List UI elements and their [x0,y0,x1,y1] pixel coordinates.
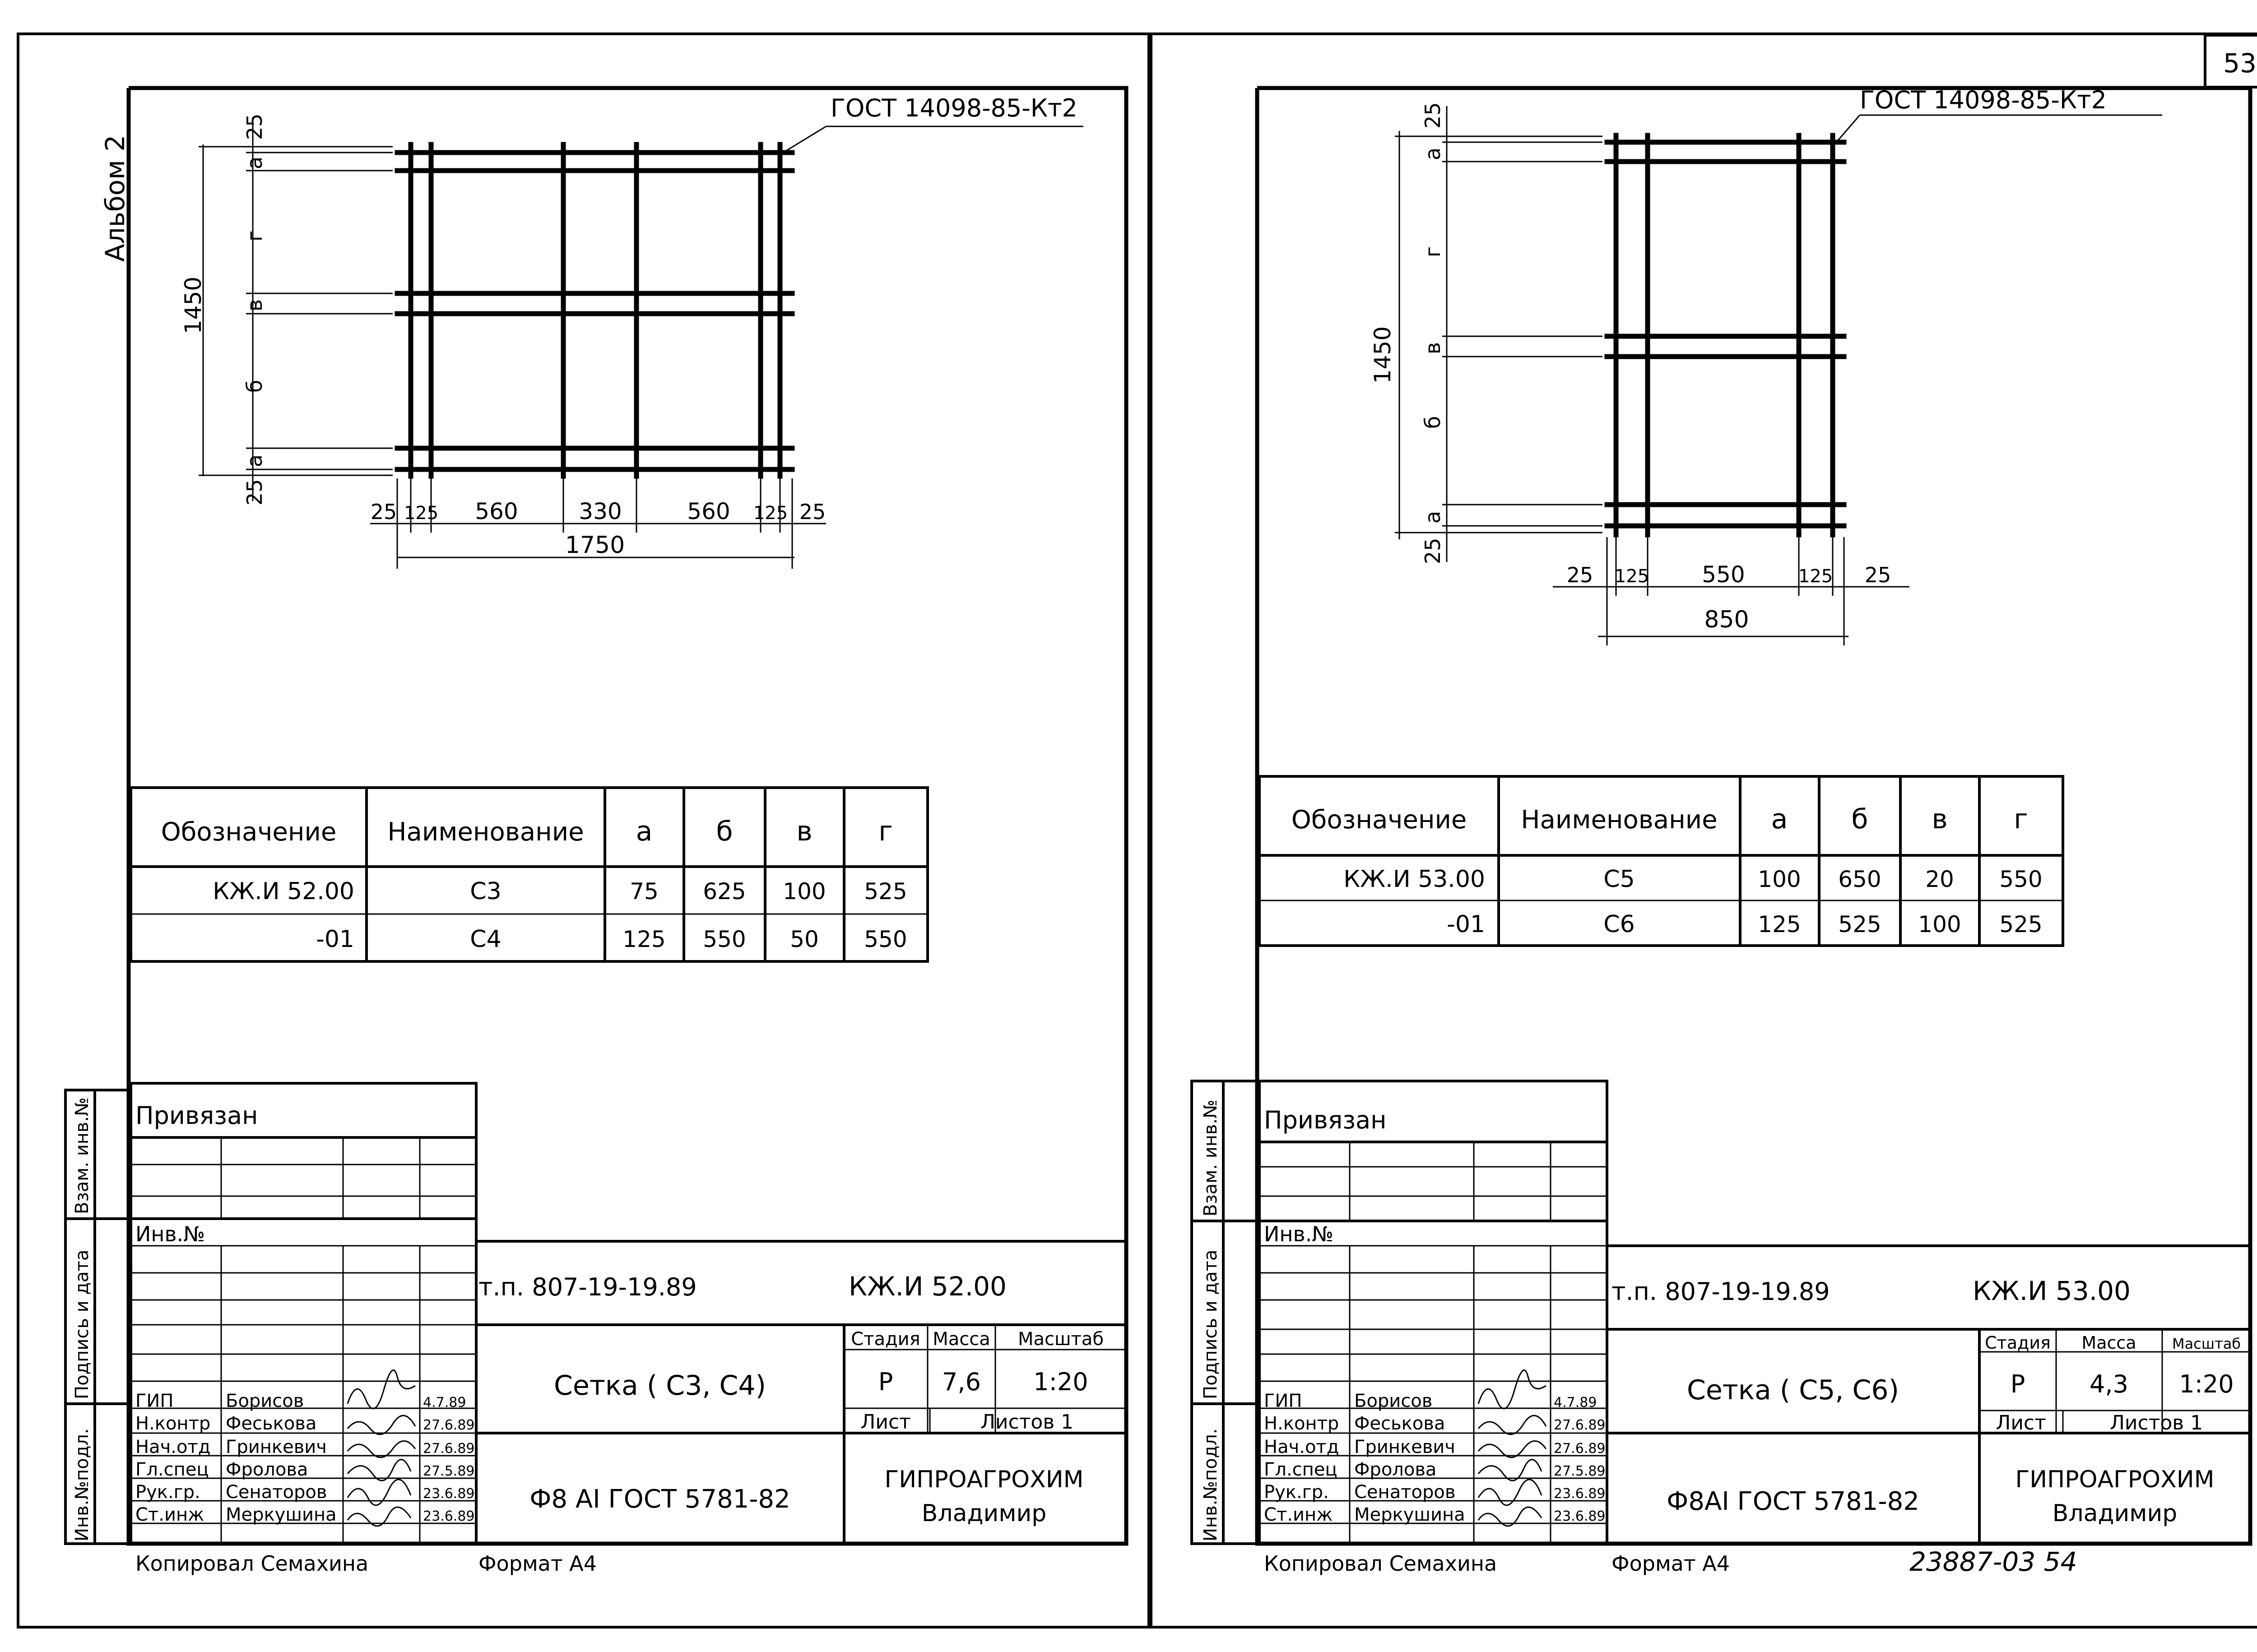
right-row-g: г [1421,246,1445,257]
left-height-total: 1450 [180,276,206,334]
right-r1-oboz: -01 [1447,911,1485,938]
left-name-3: Фролова [226,1459,308,1480]
left-scale-label: Масштаб [1017,1329,1104,1350]
right-side-podpis: Подпись и дата [1200,1249,1221,1399]
left-mesh [397,144,792,476]
right-mass-label: Масса [2081,1333,2136,1353]
left-role-1: Н.контр [135,1413,211,1434]
left-name-1: Феськова [226,1413,317,1434]
left-th-oboz: Обозначение [161,817,337,847]
right-sheet-label: Лист [1996,1411,2046,1434]
left-r1-naim: С4 [470,926,502,953]
left-callout-leader [785,126,826,151]
right-r0-g: 550 [1999,866,2043,892]
left-mass-label: Масса [933,1329,990,1350]
left-stage-label: Стадия [851,1329,920,1350]
right-dim-bottom: 25 [1421,538,1445,564]
left-role-3: Гл.спец [135,1459,209,1480]
left-side-podpis: Подпись и дата [72,1249,93,1399]
left-role-0: ГИП [135,1391,174,1411]
left-row-a2: а [242,454,267,467]
left-r1-b: 550 [703,926,746,952]
left-wdim-1: 125 [404,503,439,524]
left-r1-g: 550 [864,926,907,952]
right-doc-code: КЖ.И 53.00 [1973,1276,2131,1306]
right-date-2: 27.6.89 [1554,1441,1606,1457]
right-side-inv-podl: Инв.№подл. [1200,1428,1221,1541]
right-wdim-4: 25 [1864,563,1891,587]
right-scale: 1:20 [2179,1370,2234,1398]
right-callout-leader [1837,115,1860,141]
right-row-b: б [1421,416,1445,429]
left-project-code: т.п. 807-19-19.89 [478,1273,697,1301]
right-r0-a: 100 [1758,866,1801,892]
right-r1-a: 125 [1758,911,1801,937]
left-sheet-label: Лист [860,1411,911,1434]
left-date-1: 27.6.89 [423,1417,475,1433]
left-row-v: в [242,299,267,311]
right-th-a: а [1771,803,1788,835]
right-th-v: в [1932,803,1948,835]
right-role-4: Рук.гр. [1264,1482,1329,1503]
right-wdim-0: 25 [1566,563,1593,587]
left-row-a1: а [242,156,267,169]
left-org-1: ГИПРОАГРОХИМ [884,1466,1084,1493]
right-name-5: Меркушина [1354,1504,1465,1525]
left-wdim-6: 25 [799,500,826,524]
left-gost-callout: ГОСТ 14098-85-Кт2 [831,94,1077,122]
left-name-5: Меркушина [226,1504,337,1525]
left-scale: 1:20 [1033,1368,1088,1396]
right-stage-label: Стадия [1985,1333,2051,1353]
right-row-v: в [1421,342,1445,354]
right-privyazan: Привязан [1264,1106,1387,1134]
right-th-g: г [2014,803,2028,835]
left-r1-a: 125 [622,926,666,952]
right-name-4: Сенаторов [1354,1482,1456,1503]
right-r1-naim: С6 [1603,911,1635,938]
right-date-5: 23.6.89 [1554,1508,1606,1524]
left-date-5: 23.6.89 [423,1508,475,1524]
right-height-total: 1450 [1370,326,1396,384]
right-r0-b: 650 [1838,866,1881,892]
left-th-v: в [796,816,813,847]
album-label: Альбом 2 [100,135,130,262]
right-r1-v: 100 [1918,911,1961,937]
left-name-2: Гринкевич [226,1437,327,1457]
left-role-4: Рук.гр. [135,1482,200,1503]
left-title: Сетка ( С3, С4) [553,1370,766,1401]
left-r0-b: 625 [703,878,746,905]
left-row-g: г [242,230,267,241]
left-stage: Р [878,1368,893,1396]
right-title: Сетка ( С5, С6) [1686,1374,1899,1406]
right-wdim-3: 125 [1798,566,1833,587]
right-dim-top: 25 [1421,102,1445,129]
left-th-a: а [636,816,653,847]
left-signatures [348,1370,415,1526]
left-side-vzam: Взам. инв.№ [72,1097,93,1214]
right-row-a1: а [1421,147,1445,160]
right-role-0: ГИП [1264,1391,1302,1411]
right-mass: 4,3 [2090,1370,2128,1398]
right-material: Ф8АI ГОСТ 5781-82 [1667,1487,1919,1516]
left-copied: Копировал Семахина [135,1551,369,1576]
right-project-code: т.п. 807-19-19.89 [1611,1277,1830,1306]
right-name-3: Фролова [1354,1459,1437,1480]
right-wdim-1: 125 [1614,566,1649,587]
right-r1-g: 525 [1999,911,2043,937]
left-vertical-dims [199,117,393,501]
right-r1-b: 525 [1838,911,1881,937]
right-name-1: Феськова [1354,1413,1445,1434]
right-name-0: Борисов [1354,1391,1433,1411]
right-wdim-2: 550 [1702,561,1745,588]
left-r0-v: 100 [783,878,826,905]
left-r0-naim: С3 [470,878,502,905]
left-wdim-0: 25 [370,500,397,524]
right-role-1: Н.контр [1264,1413,1339,1434]
left-date-0: 4.7.89 [423,1395,466,1411]
left-wdim-5: 125 [753,503,788,524]
right-scale-label: Масштаб [2172,1335,2241,1352]
left-dim-bottom: 25 [242,479,267,506]
left-th-b: б [716,816,733,847]
right-mesh [1607,135,1844,535]
left-side-inv-podl: Инв.№подл. [72,1428,93,1541]
right-role-5: Ст.инж [1264,1504,1333,1525]
left-sheets-label: Листов 1 [980,1411,1074,1434]
right-r0-oboz: КЖ.И 53.00 [1343,866,1485,893]
page-number: 53 [2223,48,2257,79]
left-wdim-2: 560 [475,498,518,524]
left-date-4: 23.6.89 [423,1486,475,1502]
right-name-2: Гринкевич [1354,1437,1455,1457]
right-width-total: 850 [1704,606,1749,633]
right-row-a2: а [1421,510,1445,524]
right-side-vzam: Взам. инв.№ [1200,1100,1221,1216]
right-signatures [1478,1370,1546,1526]
left-row-b: б [242,380,267,393]
left-r1-oboz: -01 [316,926,354,953]
right-org-1: ГИПРОАГРОХИМ [2015,1466,2215,1493]
right-format: Формат А4 [1611,1551,1730,1576]
left-wdim-4: 560 [687,498,730,524]
left-date-2: 27.6.89 [423,1441,475,1457]
right-vertical-dims [1395,106,1602,562]
right-th-oboz: Обозначение [1291,805,1467,835]
left-width-total: 1750 [565,532,625,559]
right-th-b: б [1851,803,1868,835]
right-stage: Р [2010,1370,2025,1398]
left-doc-code: КЖ.И 52.00 [849,1271,1007,1302]
left-inv-no: Инв.№ [135,1222,205,1246]
right-r0-v: 20 [1925,866,1954,892]
left-r0-oboz: КЖ.И 52.00 [213,878,354,905]
left-material: Ф8 АI ГОСТ 5781-82 [529,1485,790,1514]
left-r0-a: 75 [630,878,659,905]
right-archive-no: 23887-03 54 [1909,1546,2077,1577]
right-inv-no: Инв.№ [1264,1222,1334,1246]
right-gost-callout: ГОСТ 14098-85-Кт2 [1860,86,2107,114]
left-r1-v: 50 [790,926,819,952]
left-dim-top: 25 [242,113,267,140]
right-r0-naim: С5 [1603,866,1635,893]
left-privyazan: Привязан [135,1101,258,1130]
right-role-2: Нач.отд [1264,1437,1339,1457]
left-format: Формат А4 [478,1551,597,1576]
left-r0-g: 525 [864,878,907,905]
left-role-2: Нач.отд [135,1437,211,1457]
left-role-5: Ст.инж [135,1504,204,1525]
left-date-3: 27.5.89 [423,1463,475,1479]
right-copied: Копировал Семахина [1264,1551,1497,1576]
left-mass: 7,6 [942,1368,981,1396]
left-wdim-3: 330 [579,498,622,524]
right-sheets-label: Листов 1 [2109,1411,2203,1434]
left-org-2: Владимир [921,1500,1047,1527]
right-org-2: Владимир [2052,1500,2178,1527]
right-th-naim: Наименование [1521,805,1718,835]
left-name-4: Сенаторов [226,1482,327,1503]
left-th-g: г [878,816,893,847]
right-date-0: 4.7.89 [1554,1395,1597,1411]
right-date-1: 27.6.89 [1554,1417,1606,1433]
right-role-3: Гл.спец [1264,1459,1337,1480]
right-date-4: 23.6.89 [1554,1486,1606,1502]
right-date-3: 27.5.89 [1554,1463,1606,1479]
left-name-0: Борисов [226,1391,304,1411]
left-th-naim: Наименование [387,817,584,847]
